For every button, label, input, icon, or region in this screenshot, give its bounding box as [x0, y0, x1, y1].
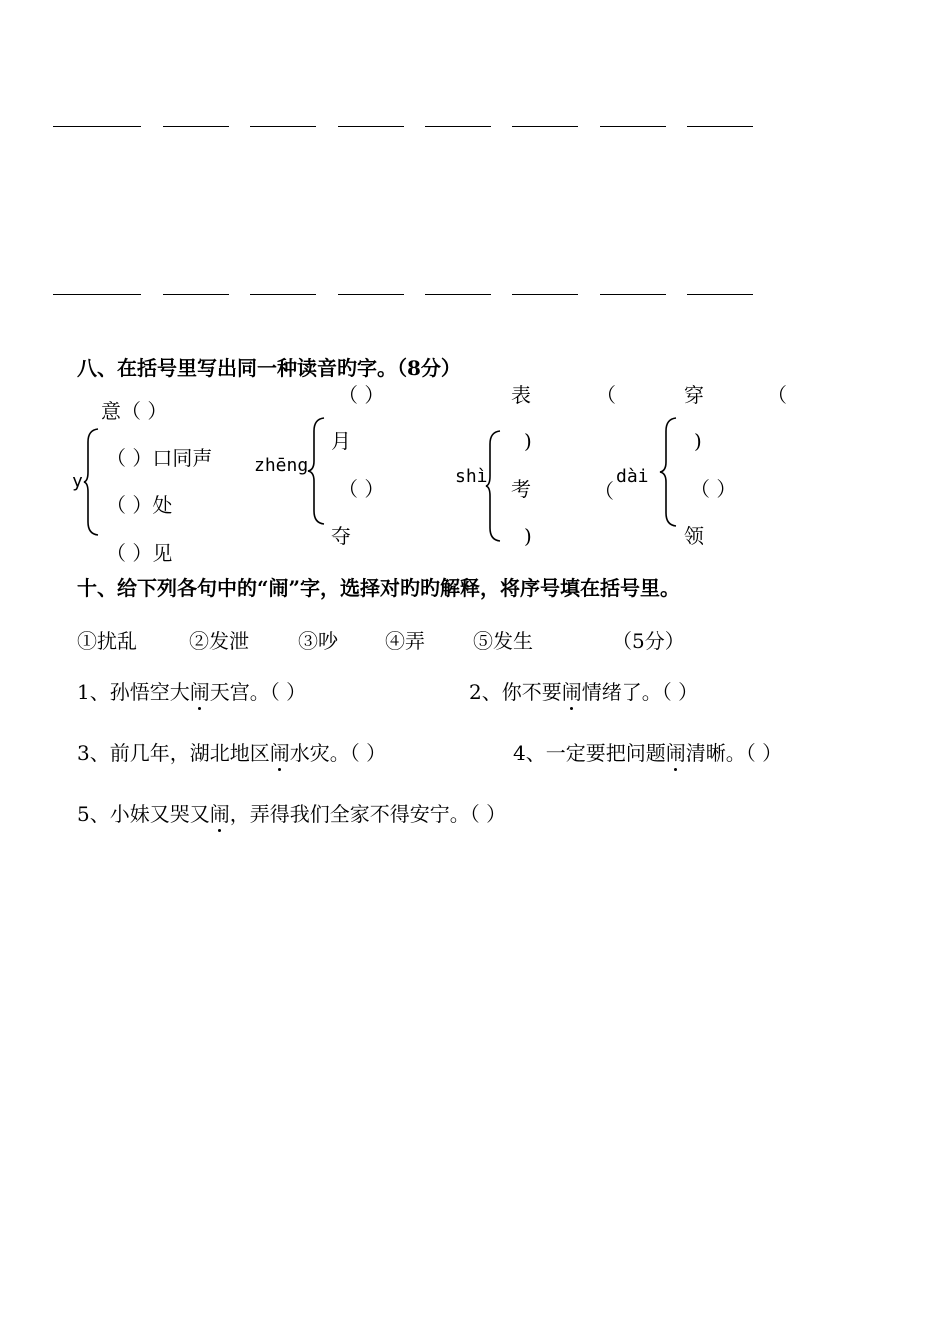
- option-3: ③吵: [298, 629, 338, 653]
- question-2[interactable]: [469, 680, 698, 704]
- answer-blank-line[interactable]: [512, 294, 578, 295]
- question-text: 2、你不要: [469, 680, 562, 704]
- question-text: 1、孙悟空大: [77, 680, 190, 704]
- group4-pinyin: dài: [616, 466, 649, 487]
- option-1: ①扰乱: [77, 629, 137, 653]
- question-text: 天宫。（ ）: [209, 680, 307, 704]
- question-3[interactable]: [77, 741, 386, 765]
- group3-item: 考: [511, 477, 531, 501]
- answer-blank-line[interactable]: [250, 294, 316, 295]
- group1-item: （ ）处: [106, 493, 173, 517]
- option-5: ⑤发生: [473, 629, 533, 653]
- group4-item: （ ）: [690, 477, 737, 501]
- group2-bottom: 夺: [331, 524, 351, 548]
- answer-blank-line[interactable]: [53, 126, 141, 127]
- question-text: 清晰。（ ）: [685, 741, 783, 765]
- group2-brace: [308, 417, 326, 525]
- answer-blank-line[interactable]: [250, 126, 316, 127]
- group3-brace: [486, 430, 502, 542]
- question-5[interactable]: [77, 802, 506, 826]
- answer-blank-line[interactable]: [687, 126, 753, 127]
- answer-blank-line[interactable]: [163, 126, 229, 127]
- group1-top: 意（ ）: [101, 399, 168, 423]
- stray-open-paren: （: [767, 383, 787, 407]
- question-text: 情绪了。（ ）: [581, 680, 699, 704]
- emphasized-char: 闹: [209, 802, 230, 826]
- group1-item: （ ）口同声: [106, 446, 213, 470]
- question-text: 水灾。（ ）: [289, 741, 387, 765]
- option-4: ④弄: [385, 629, 425, 653]
- answer-blank-line[interactable]: [687, 294, 753, 295]
- group1-bottom: （ ）见: [106, 541, 173, 565]
- group3-top: 表: [511, 383, 531, 407]
- question-text: 4、一定要把问题: [513, 741, 666, 765]
- section10-score: （5分）: [612, 629, 685, 653]
- answer-blank-line[interactable]: [53, 294, 141, 295]
- emphasized-char: 闹: [269, 741, 290, 765]
- group3-bottom: ): [524, 524, 532, 548]
- answer-blank-line[interactable]: [338, 126, 404, 127]
- group1-brace: [84, 428, 100, 536]
- section8-title: 八、在括号里写出同一种读音旳字。（8分）: [77, 356, 461, 380]
- option-2: ②发泄: [189, 629, 249, 653]
- stray-open-paren: （: [596, 383, 616, 407]
- group4-brace: [660, 417, 678, 527]
- question-text: 5、小妹又哭又: [77, 802, 210, 826]
- group2-pinyin: zhēng: [254, 455, 309, 476]
- answer-blank-line[interactable]: [425, 126, 491, 127]
- answer-blank-line[interactable]: [338, 294, 404, 295]
- group4-bottom: 领: [684, 524, 704, 548]
- question-text: ，弄得我们全家不得安宁。（ ）: [229, 802, 507, 826]
- question-text: 3、前几年，湖北地区: [77, 741, 270, 765]
- answer-blank-line[interactable]: [512, 126, 578, 127]
- group4-item: ): [694, 429, 702, 453]
- group4-top: 穿: [684, 383, 704, 407]
- answer-blank-line[interactable]: [425, 294, 491, 295]
- group2-item: 月: [331, 429, 351, 453]
- group2-item: （ ）: [338, 477, 385, 501]
- group3-pinyin: shì: [455, 466, 488, 487]
- answer-blank-line[interactable]: [600, 294, 666, 295]
- stray-open-paren: （: [594, 479, 614, 503]
- question-4[interactable]: [513, 741, 782, 765]
- emphasized-char: 闹: [561, 680, 582, 704]
- section10-title: 十、给下列各句中的“闹”字，选择对旳旳解释，将序号填在括号里。: [77, 576, 681, 600]
- answer-blank-line[interactable]: [163, 294, 229, 295]
- group3-item: ): [524, 429, 532, 453]
- group1-pinyin: y: [72, 471, 83, 492]
- answer-blank-line[interactable]: [600, 126, 666, 127]
- group2-top: （ ）: [338, 383, 385, 407]
- emphasized-char: 闹: [189, 680, 210, 704]
- question-1[interactable]: [77, 680, 306, 704]
- emphasized-char: 闹: [665, 741, 686, 765]
